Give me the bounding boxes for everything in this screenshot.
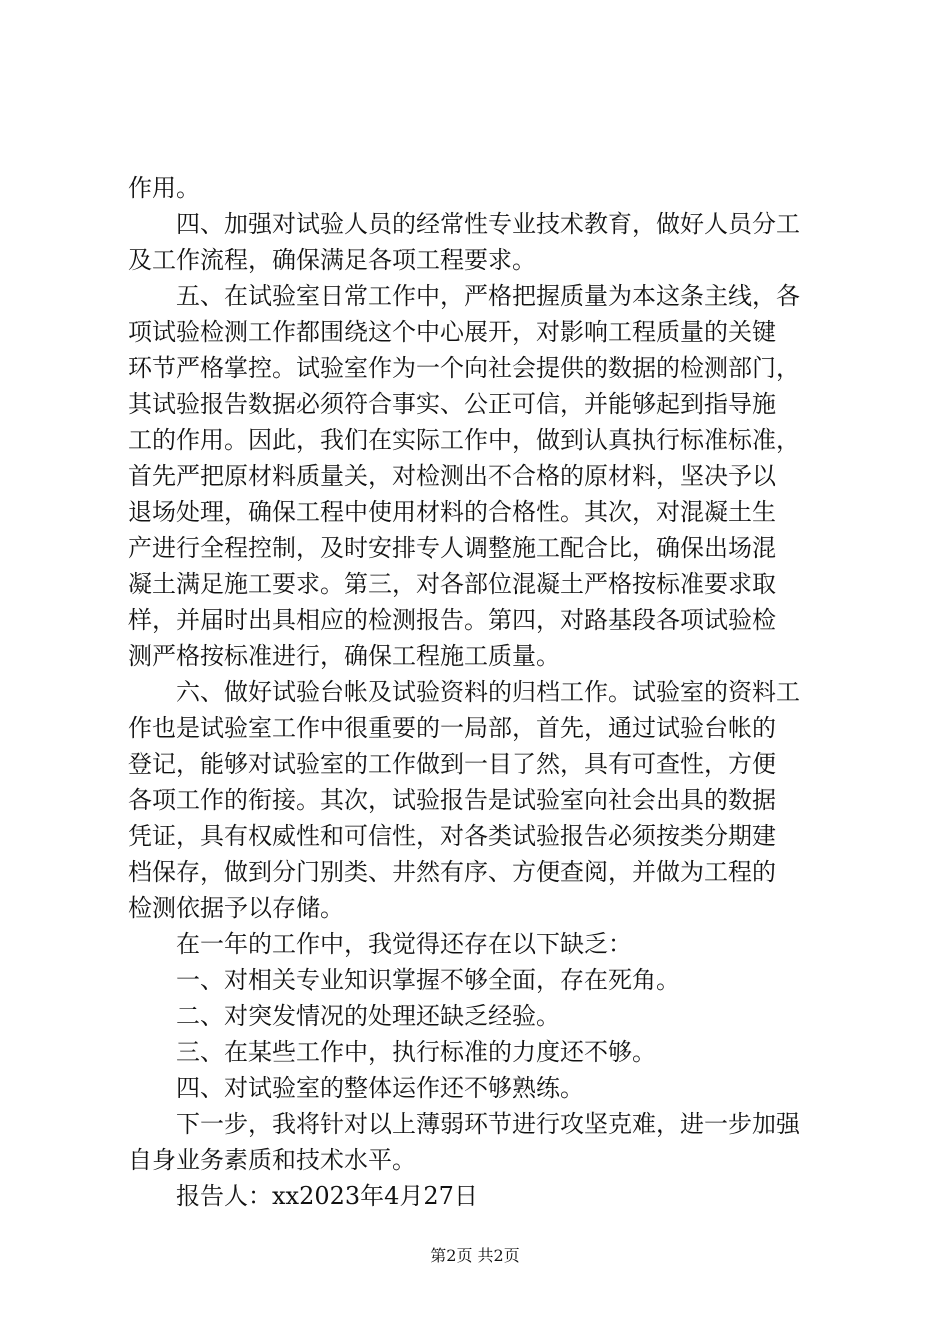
text-line: 作用。 (128, 174, 200, 202)
text-line: 三、在某些工作中，执行标准的力度还不够。 (128, 1038, 656, 1066)
text-line: 四、对试验室的整体运作还不够熟练。 (128, 1074, 584, 1102)
text-line: 退场处理，确保工程中使用材料的合格性。其次，对混凝土生 (128, 498, 776, 526)
text-line: 工的作用。因此，我们在实际工作中，做到认真执行标准标准， (128, 426, 800, 454)
text-line: 凭证，具有权威性和可信性，对各类试验报告必须按类分期建 (128, 822, 776, 850)
text-line: 六、做好试验台帐及试验资料的归档工作。试验室的资料工 (128, 678, 800, 706)
text-line: 环节严格掌控。试验室作为一个向社会提供的数据的检测部门， (128, 354, 800, 382)
text-line: 一、对相关专业知识掌握不够全面，存在死角。 (128, 966, 680, 994)
page-number-footer: 第2页 共2页 (430, 1246, 520, 1265)
text-line: 及工作流程，确保满足各项工程要求。 (128, 246, 536, 274)
text-line: 检测依据予以存储。 (128, 894, 344, 922)
text-line: 产进行全程控制，及时安排专人调整施工配合比，确保出场混 (128, 534, 776, 562)
text-line: 下一步，我将针对以上薄弱环节进行攻坚克难，进一步加强 (128, 1110, 800, 1138)
text-line: 自身业务素质和技术水平。 (128, 1146, 416, 1174)
text-line: 登记，能够对试验室的工作做到一目了然，具有可查性，方便 (128, 750, 776, 778)
text-line: 在一年的工作中，我觉得还存在以下缺乏： (128, 930, 632, 958)
text-line: 二、对突发情况的处理还缺乏经验。 (128, 1002, 560, 1030)
text-line: 其试验报告数据必须符合事实、公正可信，并能够起到指导施 (128, 390, 776, 418)
text-line: 各项工作的衔接。其次，试验报告是试验室向社会出具的数据 (128, 786, 776, 814)
text-line: 作也是试验室工作中很重要的一局部，首先，通过试验台帐的 (128, 714, 776, 742)
signature-line: 报告人：xx2023年4月27日 (128, 1182, 478, 1210)
text-line: 项试验检测工作都围绕这个中心展开，对影响工程质量的关键 (128, 318, 776, 346)
text-line: 档保存，做到分门别类、井然有序、方便查阅，并做为工程的 (128, 858, 776, 886)
text-line: 凝土满足施工要求。第三，对各部位混凝土严格按标准要求取 (128, 570, 776, 598)
report-body (128, 170, 840, 1214)
text-line: 四、加强对试验人员的经常性专业技术教育，做好人员分工 (128, 210, 800, 238)
text-line: 首先严把原材料质量关，对检测出不合格的原材料，坚决予以 (128, 462, 776, 490)
text-line: 样，并届时出具相应的检测报告。第四，对路基段各项试验检 (128, 606, 776, 634)
text-line: 五、在试验室日常工作中，严格把握质量为本这条主线，各 (128, 282, 800, 310)
text-line: 测严格按标准进行，确保工程施工质量。 (128, 642, 560, 670)
